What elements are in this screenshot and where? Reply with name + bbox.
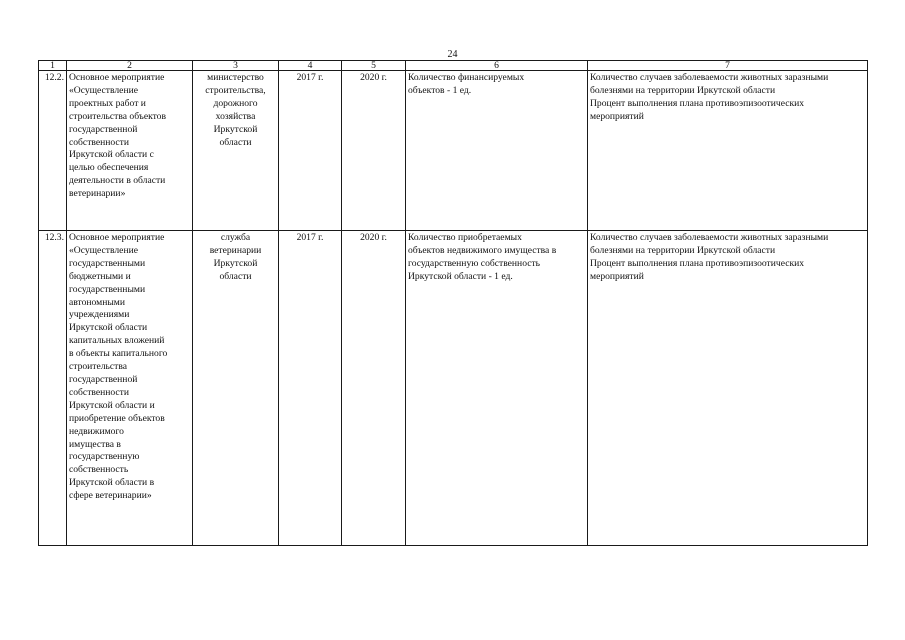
column-header: 7 bbox=[588, 61, 868, 71]
start-year: 2017 г. bbox=[279, 231, 342, 546]
start-year: 2017 г. bbox=[279, 71, 342, 231]
result-indicator: Количество финансируемых объектов - 1 ед. bbox=[406, 71, 588, 231]
column-header: 6 bbox=[406, 61, 588, 71]
row-number: 12.2. bbox=[39, 71, 67, 231]
executor: служба ветеринарии Иркутской области bbox=[193, 231, 279, 546]
column-header: 2 bbox=[67, 61, 193, 71]
event-name: Основное мероприятие «Осуществление государственными бюджетными и государственными автономными учреждениями Иркутской области капитальных вложений в объекты капитального строительства государственной собственности Иркутской области и приобретение объектов недвижимого имущества в государственную собственность Иркутской области в сфере ветеринарии» bbox=[67, 231, 193, 546]
column-header: 3 bbox=[193, 61, 279, 71]
table-row bbox=[39, 231, 868, 546]
end-year: 2020 г. bbox=[342, 231, 406, 546]
target-indicator: Количество случаев заболеваемости животных заразными болезнями на территории Иркутской области Процент выполнения плана противоэпизоотических мероприятий bbox=[588, 231, 868, 546]
table-row bbox=[39, 71, 868, 231]
column-header: 1 bbox=[39, 61, 67, 71]
target-indicator: Количество случаев заболеваемости животных заразными болезнями на территории Иркутской области Процент выполнения плана противоэпизоотических мероприятий bbox=[588, 71, 868, 231]
executor: министерство строительства, дорожного хозяйства Иркутской области bbox=[193, 71, 279, 231]
column-header: 4 bbox=[279, 61, 342, 71]
measures-table bbox=[38, 60, 868, 546]
page-number: 24 bbox=[447, 49, 458, 60]
result-indicator: Количество приобретаемых объектов недвижимого имущества в государственную собственность Иркутской области - 1 ед. bbox=[406, 231, 588, 546]
column-header: 5 bbox=[342, 61, 406, 71]
end-year: 2020 г. bbox=[342, 71, 406, 231]
event-name: Основное мероприятие «Осуществление проектных работ и строительства объектов государственной собственности Иркутской области с целью обеспечения деятельности в области ветеринарии» bbox=[67, 71, 193, 231]
row-number: 12.3. bbox=[39, 231, 67, 546]
table-header-row bbox=[39, 61, 868, 71]
